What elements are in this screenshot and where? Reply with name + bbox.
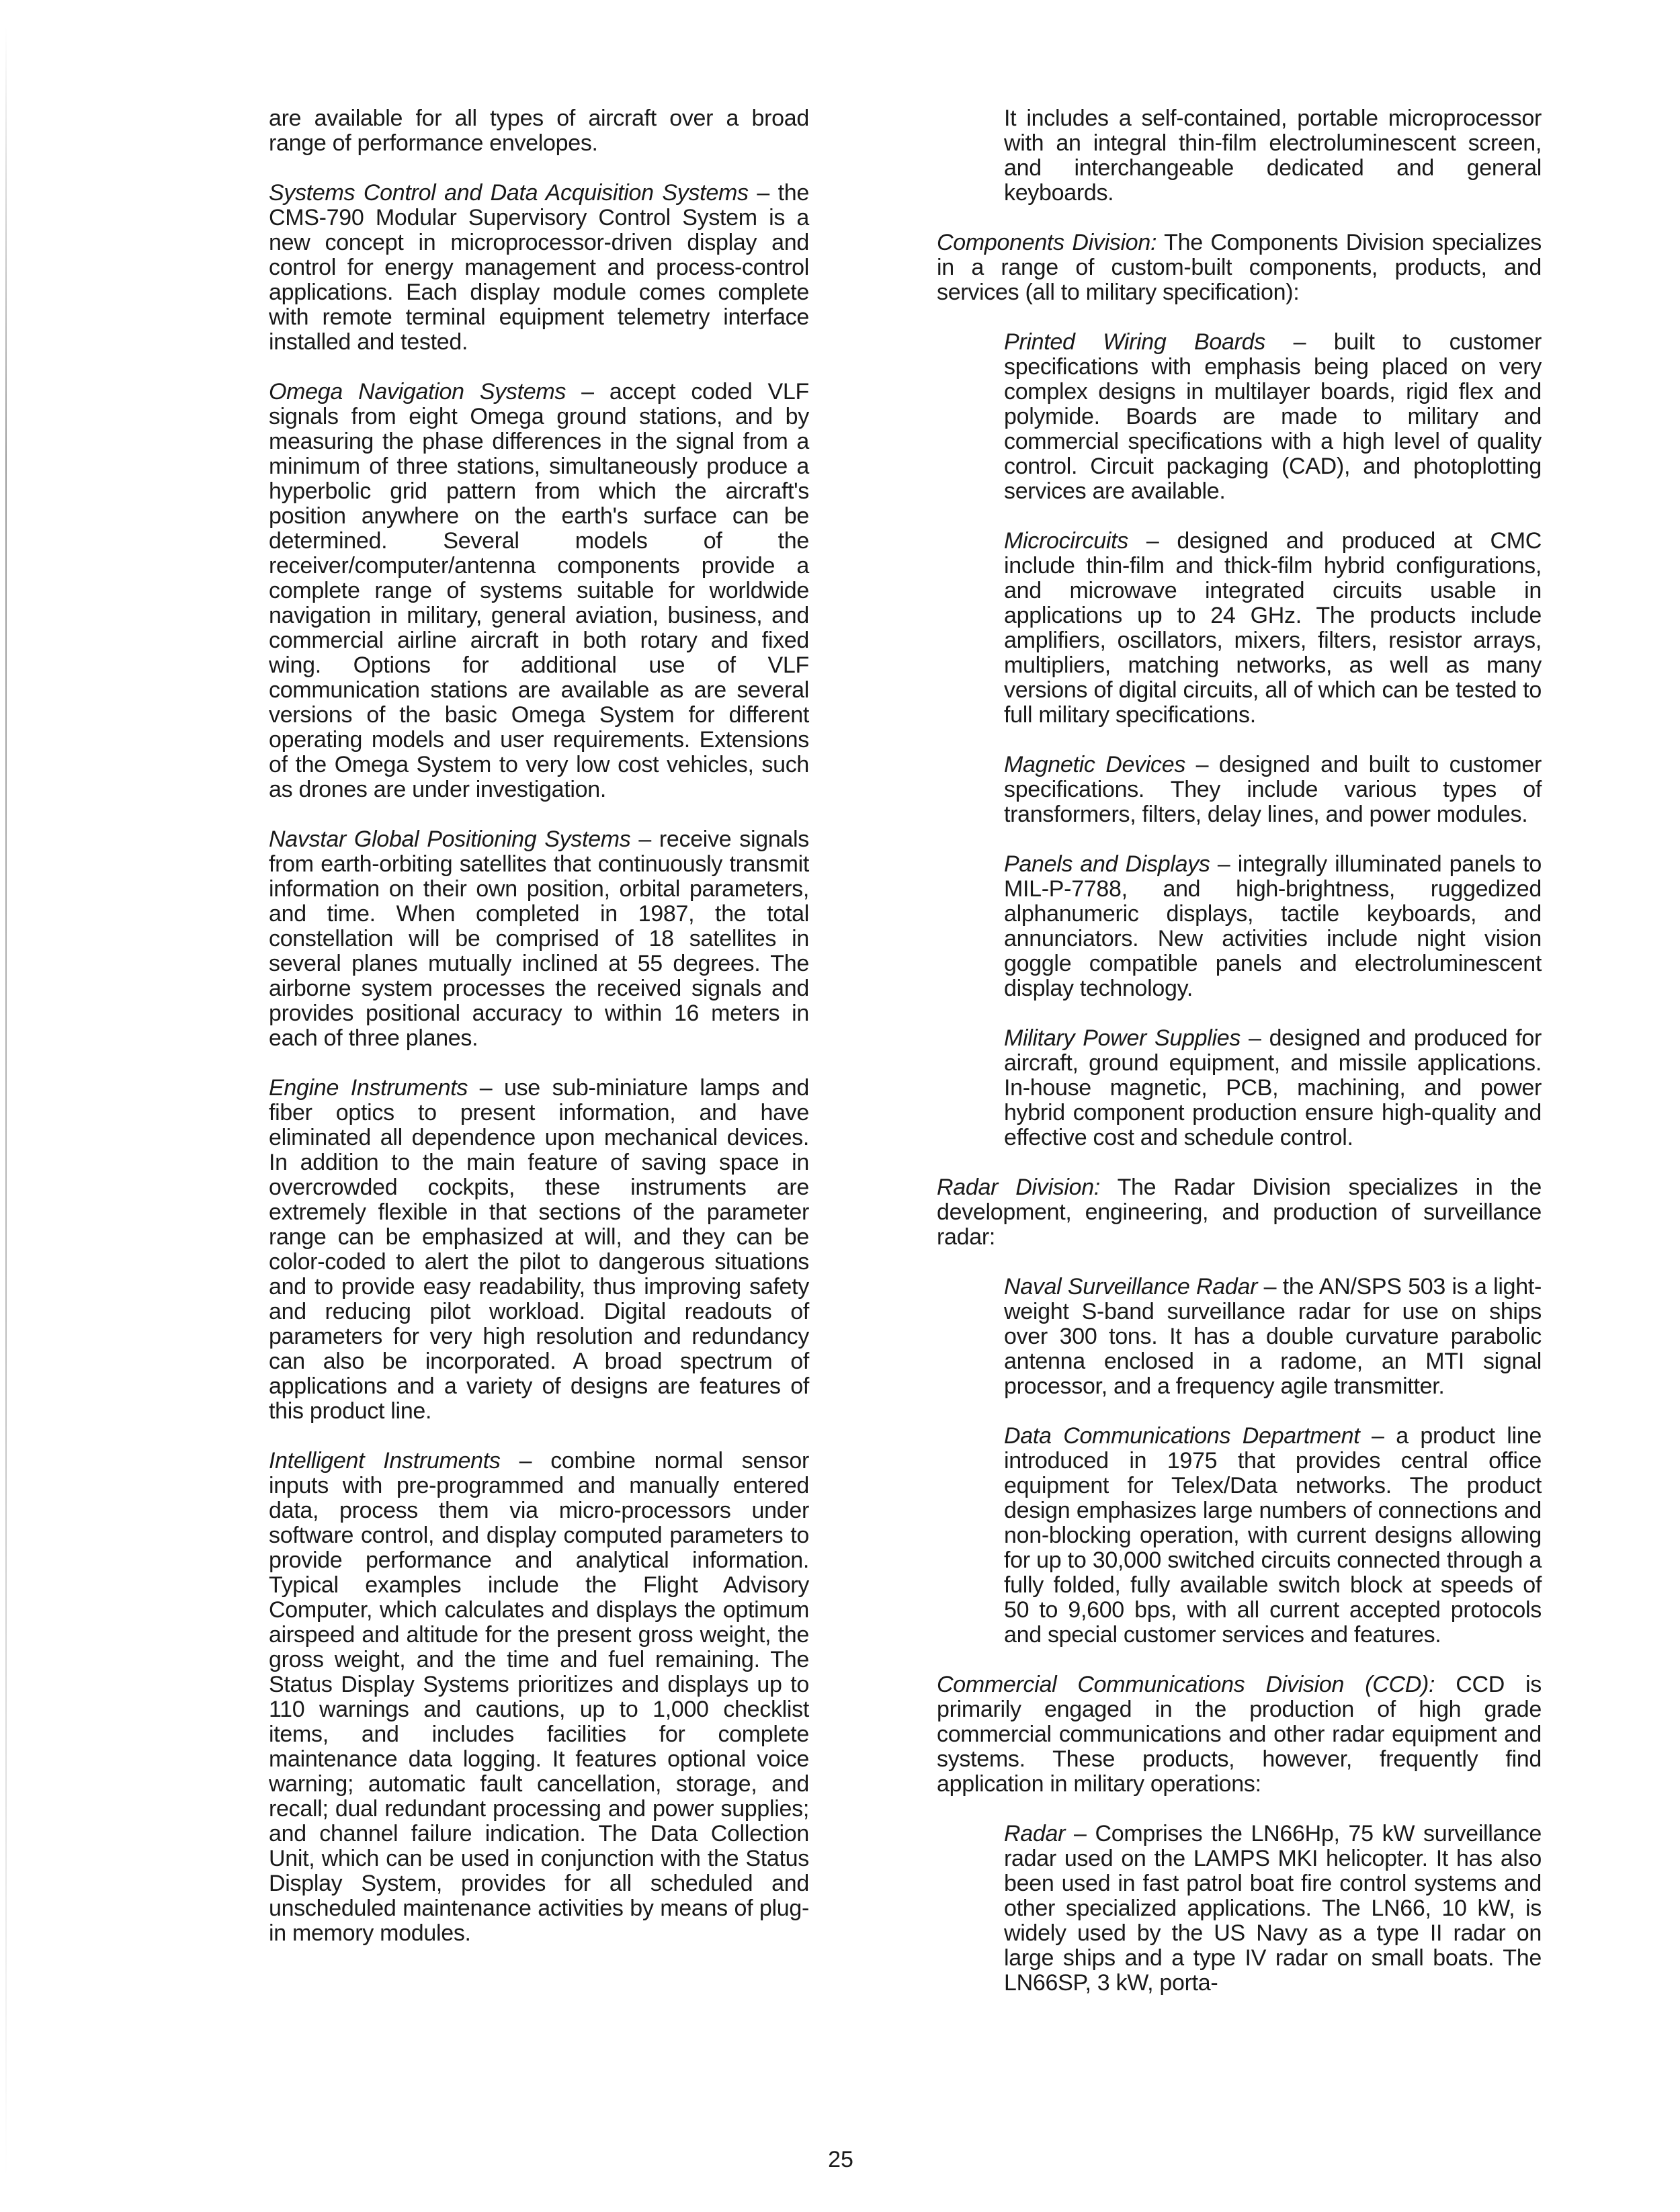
term-heading: Engine Instruments [269,1075,468,1101]
term-heading: Microcircuits [1004,528,1128,554]
scan-binding-edge [5,27,7,2177]
term-heading: Naval Surveillance Radar [1004,1274,1258,1300]
paragraph-navstar-gps: Navstar Global Positioning Systems – receive signals from earth-orbiting satellites that continuously transmit information on their own position, orbital parameters, and time. When completed in 1987, the total constellation will be comprised of 18 satellites in several planes mutually inclined at 55 degrees. The airborne system processes the received signals and provides positional accuracy to within 16 meters in each of three planes. [269,826,809,1051]
left-column [269,106,809,1971]
paragraph-engine-instruments: Engine Instruments – use sub-miniature lamps and fiber optics to present information, and have eliminated all dependence upon mechanical devices. In addition to the main feature of saving space in overcrowded cockpits, these instruments are extremely flexible in that sections of the parameter range can be emphasized at will, and they can be color-coded to alert the pilot to dangerous situations and to provide easy readability, thus improving safety and reducing pilot workload. Digital readouts of parameters for very high resolution and redundancy can also be incorporated. A broad spectrum of applications and a variety of designs are features of this product line. [269,1075,809,1424]
paragraph-naval-surveillance-radar: Naval Surveillance Radar – the AN/SPS 503 is a light-weight S-band surveillance radar for use on ships over 300 tons. It has a double curvature parabolic antenna enclosed in a radome, an MTI signal processor, and a frequency agile transmitter. [1004,1274,1542,1399]
paragraph-panels-displays: Panels and Displays – integrally illuminated panels to MIL-P-7788, and high-brightness, ruggedized alphanumeric displays, tactile keyboards, and annunciators. New activities include night vision goggle compatible panels and electroluminescent display technology. [1004,851,1542,1001]
paragraph-printed-wiring-boards: Printed Wiring Boards – built to customer specifications with emphasis being placed on very complex designs in multilayer boards, rigid flex and polymide. Boards are made to military and commercial specifications with a high level of quality control. Circuit packaging (CAD), and photoplotting services are available. [1004,329,1542,504]
paragraph-omega-navigation: Omega Navigation Systems – accept coded VLF signals from eight Omega ground stations, and by measuring the phase differences in the signal from a minimum of three stations, simultaneously produce a hyperbolic grid pattern from which the aircraft's position anywhere on the earth's surface can be determined. Several models of the receiver/computer/antenna components provide a complete range of systems suitable for worldwide navigation in military, general aviation, business, and commercial airline aircraft in both rotary and fixed wing. Options for additional use of VLF communication stations are available as are several versions of the basic Omega System for different operating models and user requirements. Extensions of the Omega System to very low cost vehicles, such as drones are under investigation. [269,379,809,802]
term-heading: Radar Division: [937,1175,1101,1200]
term-heading: Intelligent Instruments [269,1448,501,1474]
term-heading: Data Communications Department [1004,1423,1360,1449]
paragraph-intelligent-instruments: Intelligent Instruments – combine normal sensor inputs with pre-programmed and manually entered data, process them via micro-processors under software control, and display computed parameters to provide performance and analytical information. Typical examples include the Flight Advisory Computer, which calculates and displays the optimum airspeed and altitude for the present gross weight, the gross weight, and the time and fuel remaining. The Status Display Systems prioritizes and displays up to 110 warnings and cautions, up to 1,000 checklist items, and includes facilities for complete maintenance data logging. It features optional voice warning; automatic fault cancellation, storage, and recall; dual redundant processing and power supplies; and channel failure indication. The Data Collection Unit, which can be used in conjunction with the Status Display System, provides for all scheduled and unscheduled maintenance activities by means of plug-in memory modules. [269,1448,809,1946]
paragraph-magnetic-devices: Magnetic Devices – designed and built to customer specifications. They include various types of transformers, filters, delay lines, and power modules. [1004,752,1542,827]
paragraph-data-communications: Data Communications Department – a product line introduced in 1975 that provides central office equipment for Telex/Data networks. The product design emphasizes large numbers of connections and non-blocking operation, with current designs allowing for up to 30,000 switched circuits connected through a fully folded, fully available switch block at speeds of 50 to 9,600 bps, with all current accepted protocols and special customer services and features. [1004,1423,1542,1648]
term-heading: Military Power Supplies [1004,1025,1241,1051]
term-heading: Navstar Global Positioning Systems [269,826,631,852]
term-heading: Omega Navigation Systems [269,379,566,405]
paragraph-intro-continuation: are available for all types of aircraft over a broad range of performance envelopes. [269,105,809,156]
term-heading: Components Division: [937,230,1157,255]
page-number: 25 [828,2147,853,2172]
paragraph-radar: Radar – Comprises the LN66Hp, 75 kW surveillance radar used on the LAMPS MKI helicopter. It has also been used in fast patrol boat fire control systems and other specialized applications. The LN66, 10 kW, is widely used by the US Navy as a type II radar on large ships and a type IV radar on small boats. The LN66SP, 3 kW, porta- [1004,1821,1542,1996]
paragraph-radar-division: Radar Division: The Radar Division specializes in the development, engineering, and production of surveillance radar: [937,1175,1542,1250]
term-heading: Commercial Communications Division (CCD): [937,1672,1435,1697]
paragraph-intro-continuation: It includes a self-contained, portable microprocessor with an integral thin-film electroluminescent screen, and interchangeable dedicated and general keyboards. [1004,105,1542,206]
term-heading: Systems Control and Data Acquisition Systems [269,180,749,206]
paragraph-commercial-communications: Commercial Communications Division (CCD): CCD is primarily engaged in the production of high grade commercial communications and other radar equipment and systems. These products, however, frequently find application in military operations: [937,1672,1542,1797]
right-column [937,106,1542,2020]
term-heading: Radar [1004,1821,1066,1846]
term-heading: Magnetic Devices [1004,752,1186,777]
term-heading: Printed Wiring Boards [1004,329,1265,355]
paragraph-microcircuits: Microcircuits – designed and produced at CMC include thin-film and thick-film hybrid configurations, and microwave integrated circuits usable in applications up to 24 GHz. The products include amplifiers, oscillators, mixers, filters, resistor arrays, multipliers, matching networks, as well as many versions of digital circuits, all of which can be tested to full military specifications. [1004,528,1542,728]
term-heading: Panels and Displays [1004,851,1210,877]
paragraph-components-division: Components Division: The Components Division specializes in a range of custom-built components, products, and services (all to military specification): [937,230,1542,305]
paragraph-systems-control: Systems Control and Data Acquisition Systems – the CMS-790 Modular Supervisory Control System is a new concept in microprocessor-driven display and control for energy management and process-control applications. Each display module comes complete with remote terminal equipment telemetry interface installed and tested. [269,180,809,355]
paragraph-military-power-supplies: Military Power Supplies – designed and produced for aircraft, ground equipment, and missile applications. In-house magnetic, PCB, machining, and power hybrid component production ensure high-quality and effective cost and schedule control. [1004,1025,1542,1150]
